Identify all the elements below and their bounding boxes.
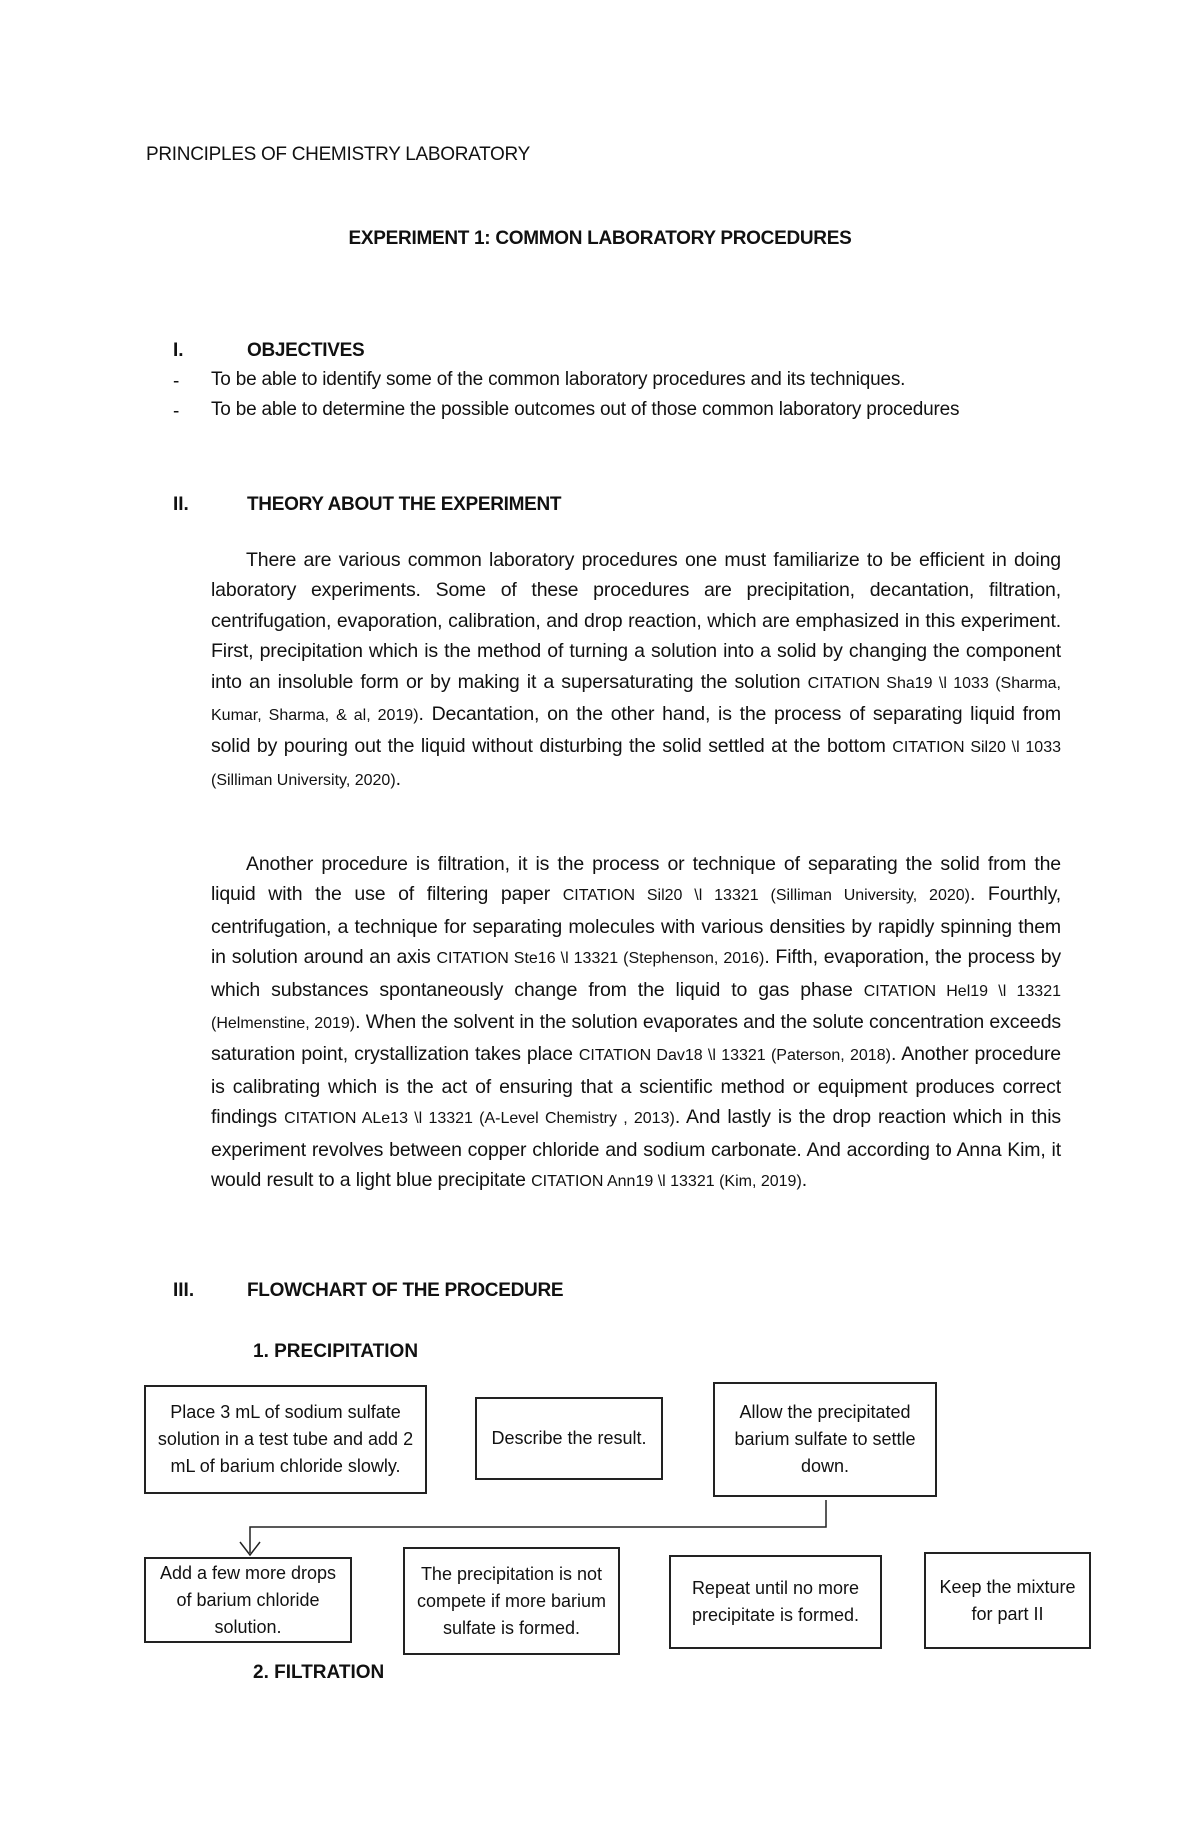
flow-step-text: Describe the result. [491,1428,647,1448]
paragraph-text: . When the solvent in the solution evaporates and the solute concentration exceeds saturation point, crystallization takes place [211,1011,1061,1066]
flow-step-text: Place 3 mL of sodium sulfate solution in a test tube and add 2 mL of barium chloride slowly. [157,1402,414,1476]
course-header: PRINCIPLES OF CHEMISTRY LABORATORY [146,144,530,165]
flow-step-text: Add a few more drops of barium chloride solution. [159,1562,337,1637]
flow-step-repeat [669,1555,882,1649]
citation: CITATION Sha19 \l 1033 (Sharma, Kumar, Sharma, & al, 2019) [211,674,1061,725]
flow-step-place-solution [144,1385,427,1494]
flow-step-text: Allow the precipitated barium sulfate to settle down. [734,1402,916,1476]
flow-step-text: Repeat until no more precipitate is formed. [691,1578,860,1625]
citation: CITATION Sil20 \l 13321 (Silliman University, 2020) [562,887,970,905]
citation: CITATION Dav18 \l 13321 (Paterson, 2018) [578,1047,891,1065]
bullet-dash: - [173,401,180,422]
flow-step-text: The precipitation is not compete if more barium sulfate is formed. [416,1563,607,1638]
citation: CITATION Hel19 \l 13321 (Helmenstine, 2019) [211,982,1062,1033]
paragraph-text: There are various common laboratory procedures one must familiarize to be efficient in doing laboratory experiments. Some of these procedures are precipitation, decantation, filtration, centrifugation, evaporation, calibration, and drop reaction, which are emphasized in this experiment. First, precipitation which is the method of turning a solution into a solid by changing the component into an insoluble form or by making it a supersaturating the solution [211,549,1061,693]
objective-item: To be able to determine the possible outcomes out of those common laboratory procedures [211,399,960,420]
section-title-flowchart: FLOWCHART OF THE PROCEDURE [247,1280,564,1301]
section-number-theory: II. [173,494,189,515]
paragraph-text: . And lastly is the drop reaction which in this experiment revolves between copper chloride and sodium carbonate. And according to Anna Kim, it would result to a light blue precipitate [211,1106,1062,1192]
flow-step-precipitation-incomplete [403,1547,620,1655]
section-number-flowchart: III. [173,1280,195,1301]
paragraph-text: . Fifth, evaporation, the process by which substances spontaneously change from the liquid to gas phase [211,946,1062,1001]
paragraph-text: . Decantation, on the other hand, is the process of separating liquid from solid by pouring out the liquid without disturbing the solid settled at the bottom [211,703,1061,758]
paragraph-text: Another procedure is filtration, it is the process or technique of separating the solid from the liquid with the use of filtering paper [211,853,1061,906]
bullet-dash: - [173,371,180,392]
flow-step-describe-result [475,1397,663,1480]
paragraph-text: . Fourthly, centrifugation, a technique for separating molecules with various densities by rapidly spinning them in solution around an axis [211,883,1061,969]
flow-step-allow-settle [713,1382,937,1497]
precipitation-title: 1. PRECIPITATION [253,1341,419,1362]
paragraph-text: . [395,767,401,790]
flow-step-keep-mixture [924,1552,1091,1649]
section-title-theory: THEORY ABOUT THE EXPERIMENT [247,494,562,515]
citation: CITATION Ann19 \l 13321 (Kim, 2019) [531,1173,802,1191]
objective-item: To be able to identify some of the common laboratory procedures and its techniques. [211,369,906,390]
section-title-objectives: OBJECTIVES [247,340,365,361]
citation: CITATION Sil20 \l 1033 (Silliman University, 2020) [211,739,1061,789]
flow-step-add-drops [144,1557,352,1643]
flow-step-text: Keep the mixture for part II [939,1576,1076,1624]
experiment-title: EXPERIMENT 1: COMMON LABORATORY PROCEDURES [348,228,852,249]
filtration-title: 2. FILTRATION [253,1662,385,1683]
section-number-objectives: I. [173,340,184,361]
citation: CITATION ALe13 \l 13321 (A-Level Chemistry , 2013) [284,1110,675,1128]
citation: CITATION Ste16 \l 13321 (Stephenson, 2016) [436,950,765,968]
paragraph-text: . Another procedure is calibrating which is the act of ensuring that a scientific method or equipment produces correct findings [211,1043,1061,1129]
paragraph-text: . [801,1169,808,1192]
